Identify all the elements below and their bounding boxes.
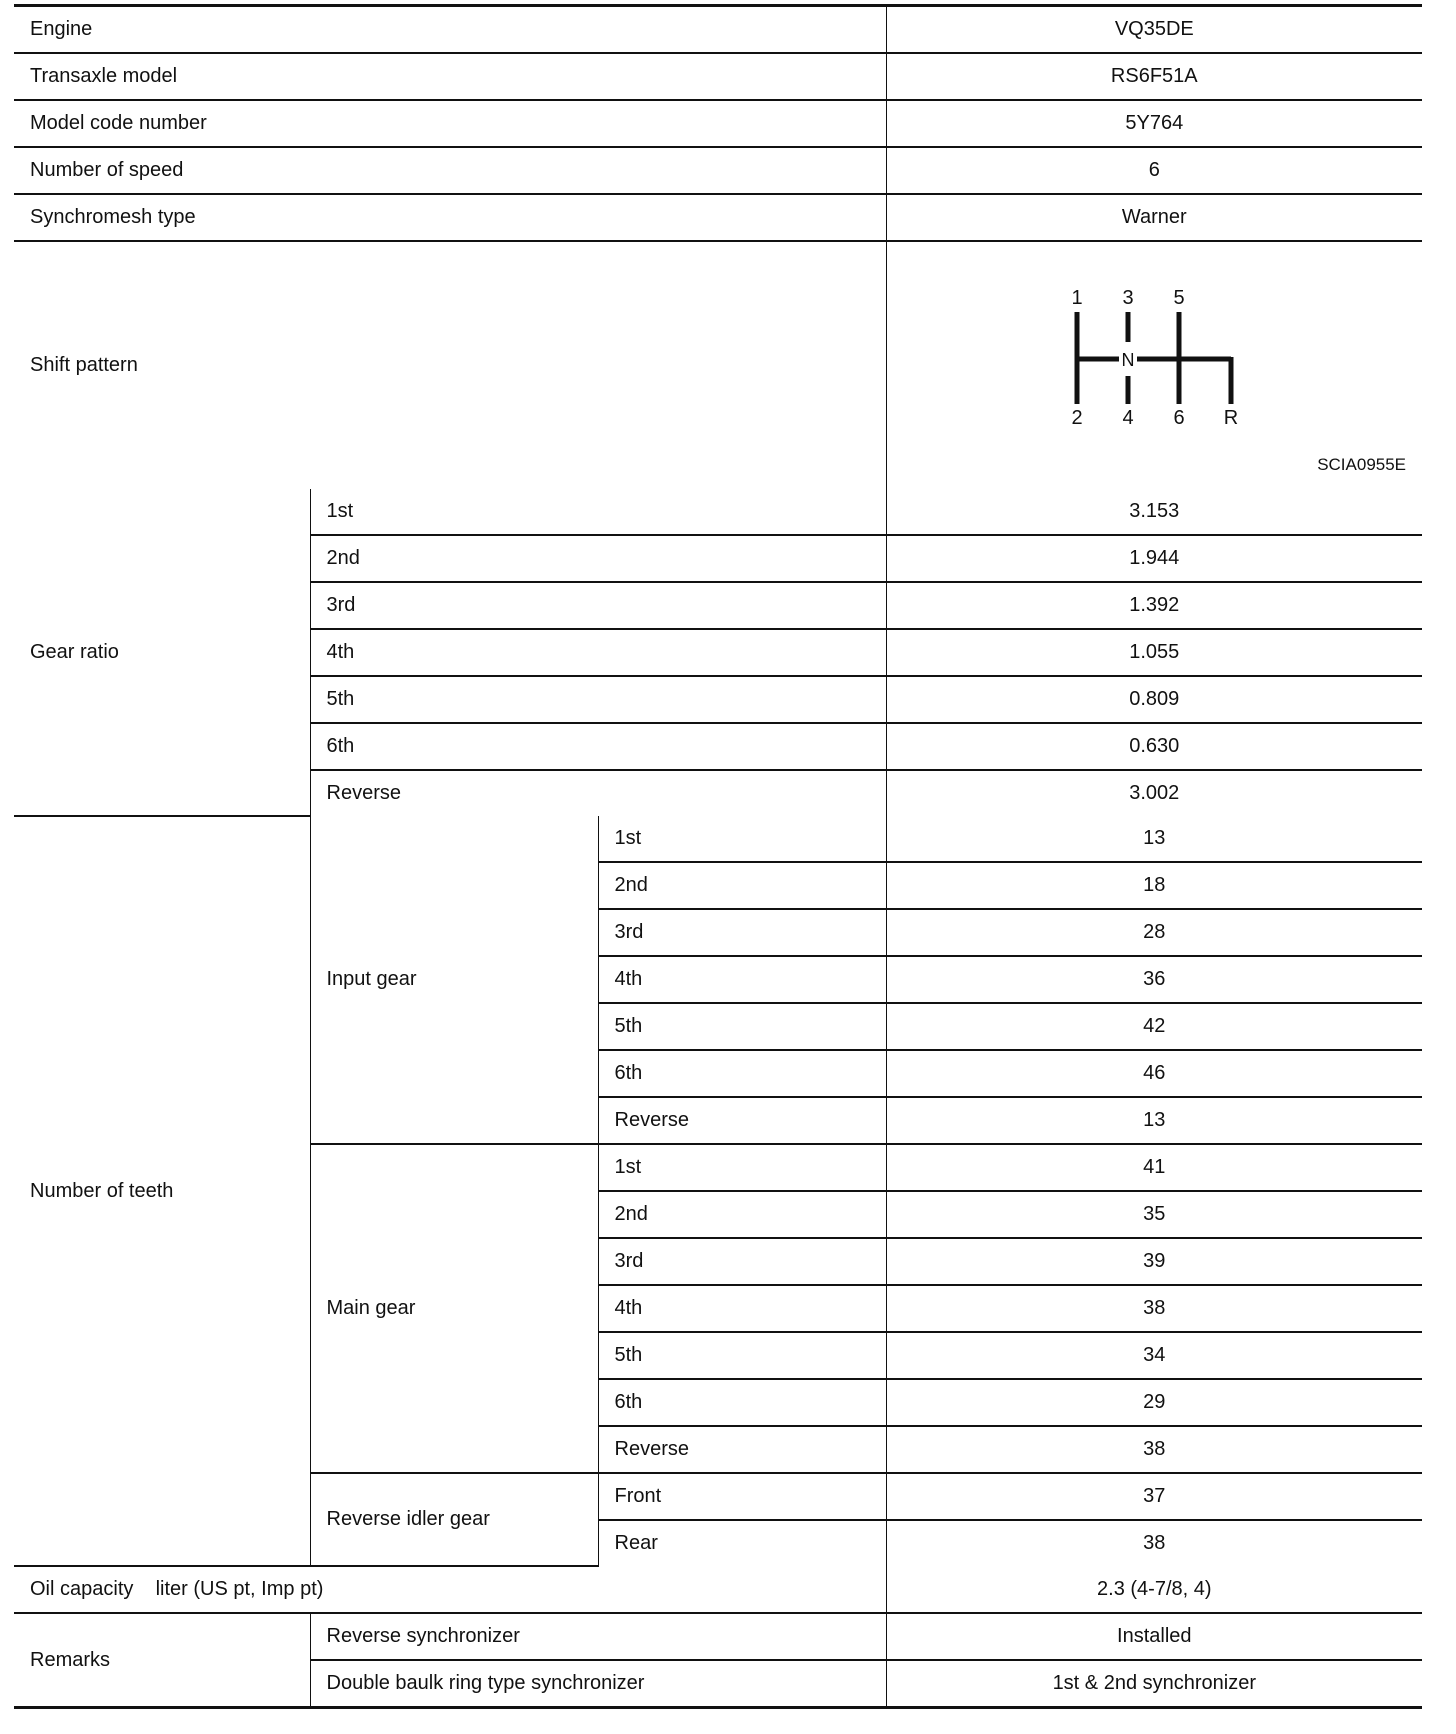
row-engine: [14, 6, 1422, 54]
reverse-idler-gear-teeth-value: 38: [886, 1520, 1422, 1566]
gear-ratio-gear: 3rd: [310, 582, 886, 629]
gear-ratio-gear: 2nd: [310, 535, 886, 582]
gear-2-label: 2: [1070, 407, 1083, 429]
gear-ratio-value: 0.630: [886, 723, 1422, 770]
input-gear-teeth-value: 13: [886, 816, 1422, 862]
gear-ratio-value: 1.055: [886, 629, 1422, 676]
row-model-code: [14, 100, 1422, 147]
gear-4-label: 4: [1121, 407, 1134, 429]
number-of-teeth-label: Number of teeth: [14, 816, 310, 1566]
input-gear-teeth-value: 36: [886, 956, 1422, 1003]
synchromesh-label: Synchromesh type: [14, 194, 886, 241]
input-gear-teeth-value: 18: [886, 862, 1422, 909]
synchromesh-value: Warner: [886, 194, 1422, 241]
input-gear-teeth-value: 46: [886, 1050, 1422, 1097]
main-gear-position: 3rd: [598, 1238, 886, 1285]
main-gear-position: 4th: [598, 1285, 886, 1332]
gear-ratio-gear: 4th: [310, 629, 886, 676]
input-gear-teeth-value: 28: [886, 909, 1422, 956]
main-gear-position: Reverse: [598, 1426, 886, 1473]
input-gear-position: 1st: [598, 816, 886, 862]
gear-ratio-gear: 5th: [310, 676, 886, 723]
gear-5-label: 5: [1172, 287, 1185, 309]
input-gear-label: Input gear: [310, 816, 598, 1144]
remarks-item: Reverse synchronizer: [310, 1613, 886, 1660]
oil-capacity-value: 2.3 (4-7/8, 4): [886, 1566, 1422, 1613]
input-gear-teeth-value: 13: [886, 1097, 1422, 1144]
main-gear-position: 1st: [598, 1144, 886, 1191]
gear-ratio-gear: Reverse: [310, 770, 886, 816]
main-gear-teeth-value: 34: [886, 1332, 1422, 1379]
main-gear-position: 2nd: [598, 1191, 886, 1238]
row-synchromesh-type: [14, 194, 1422, 241]
gear-ratio-gear: 1st: [310, 489, 886, 535]
main-gear-label: Main gear: [310, 1144, 598, 1473]
remarks-item: Double baulk ring type synchronizer: [310, 1660, 886, 1708]
input-gear-position: Reverse: [598, 1097, 886, 1144]
gear-ratio-section: [14, 489, 1422, 816]
gear-ratio-gear: 6th: [310, 723, 886, 770]
row-oil-capacity: [14, 1566, 1422, 1613]
main-gear-position: 6th: [598, 1379, 886, 1426]
gear-ratio-value: 0.809: [886, 676, 1422, 723]
remarks-value: 1st & 2nd synchronizer: [886, 1660, 1422, 1708]
reverse-idler-gear-teeth-value: 37: [886, 1473, 1422, 1520]
shift-pattern-cell: [886, 241, 1422, 489]
remarks-row: [14, 1613, 1422, 1660]
reverse-idler-gear-position: Rear: [598, 1520, 886, 1566]
input-gear-position: 4th: [598, 956, 886, 1003]
reverse-idler-gear-position: Front: [598, 1473, 886, 1520]
gear-ratio-label: Gear ratio: [14, 489, 310, 816]
gear-ratio-value: 3.153: [886, 489, 1422, 535]
gear-ratio-value: 1.944: [886, 535, 1422, 582]
gear-reverse-label: R: [1223, 407, 1238, 429]
reverse-idler-gear-label: Reverse idler gear: [310, 1473, 598, 1566]
engine-value: VQ35DE: [886, 6, 1422, 54]
model-code-value: 5Y764: [886, 100, 1422, 147]
main-gear-teeth-value: 39: [886, 1238, 1422, 1285]
gear-1-label: 1: [1070, 287, 1083, 309]
neutral-label: N: [1121, 350, 1135, 370]
transaxle-value: RS6F51A: [886, 53, 1422, 100]
gear-6-label: 6: [1172, 407, 1185, 429]
shift-pattern-diagram: [1057, 284, 1247, 434]
input-gear-position: 6th: [598, 1050, 886, 1097]
model-code-label: Model code number: [14, 100, 886, 147]
input-gear-teeth-value: 42: [886, 1003, 1422, 1050]
main-gear-teeth-value: 29: [886, 1379, 1422, 1426]
main-gear-position: 5th: [598, 1332, 886, 1379]
speeds-label: Number of speed: [14, 147, 886, 194]
main-gear-teeth-value: 38: [886, 1285, 1422, 1332]
figure-code: SCIA0955E: [1317, 455, 1407, 474]
specification-table: [14, 4, 1422, 1709]
main-gear-teeth-value: 35: [886, 1191, 1422, 1238]
number-of-teeth-section: [14, 816, 1422, 1566]
main-gear-teeth-value: 38: [886, 1426, 1422, 1473]
input-gear-position: 2nd: [598, 862, 886, 909]
engine-label: Engine: [14, 6, 886, 54]
input-gear-position: 5th: [598, 1003, 886, 1050]
shift-pattern-label: Shift pattern: [30, 354, 138, 376]
gear-ratio-row: [14, 489, 1422, 535]
remarks-label: Remarks: [30, 1648, 111, 1671]
row-number-of-speed: [14, 147, 1422, 194]
gear-ratio-value: 3.002: [886, 770, 1422, 816]
gear-3-label: 3: [1121, 287, 1134, 309]
row-shift-pattern: [14, 241, 1422, 489]
input-gear-position: 3rd: [598, 909, 886, 956]
teeth-row: [14, 816, 1422, 862]
oil-capacity-label: Oil capacity liter (US pt, Imp pt): [14, 1566, 886, 1613]
speeds-value: 6: [886, 147, 1422, 194]
gear-ratio-value: 1.392: [886, 582, 1422, 629]
row-transaxle-model: [14, 53, 1422, 100]
oil-and-remarks-section: [14, 1566, 1422, 1708]
remarks-value: Installed: [886, 1613, 1422, 1660]
transaxle-label: Transaxle model: [14, 53, 886, 100]
main-gear-teeth-value: 41: [886, 1144, 1422, 1191]
